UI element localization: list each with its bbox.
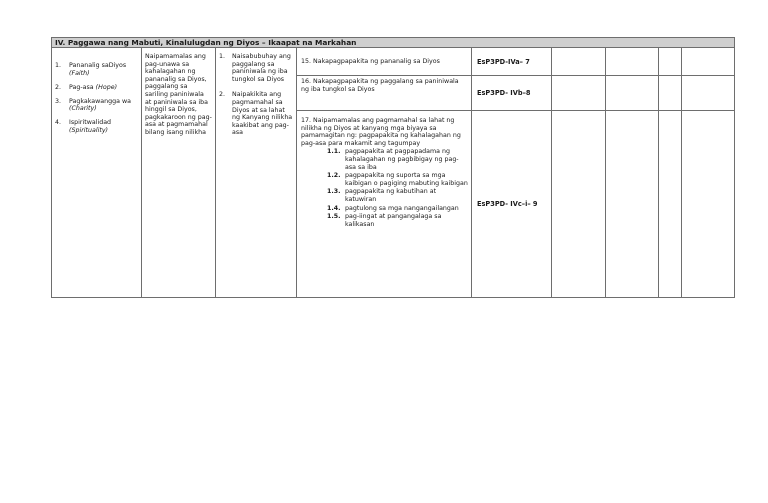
performance-item: 2. Naipakikita ang pagmamahal sa Diyos at sa lahat ng Kanyang nilikha kaakibat ang pag-asa — [219, 91, 293, 137]
empty-cell — [682, 111, 735, 298]
quarter-header: IV. Paggawa nang Mabuti, Kinalulugdan ng Diyos – Ikaapat na Markahan — [52, 38, 735, 48]
subitem: 1.5. pag-iingat at pangangalaga sa kalikasan — [327, 213, 442, 228]
curriculum-table — [51, 37, 735, 298]
code-15: EsP3PD-IVa– 7 — [472, 48, 552, 76]
empty-cell — [552, 111, 606, 298]
empty-cell — [682, 76, 735, 111]
subitem: 1.4. pagtulong sa mga nangangailangan — [327, 204, 459, 212]
empty-cell — [659, 48, 682, 76]
empty-cell — [606, 111, 659, 298]
empty-cell — [606, 48, 659, 76]
empty-cell — [606, 76, 659, 111]
performance-item: 1. Naisabubuhay ang paggalang sa paniniwala ng iba tungkol sa Diyos — [219, 53, 291, 83]
subitem: 1.2. pagpapakita ng suporta sa mga kaibigan o pagiging mabuting kaibigan — [327, 172, 468, 187]
empty-cell — [659, 111, 682, 298]
content-standard-cell: Naipamamalas ang pag-unawa sa kahalagahan ng pananalig sa Diyos, paggalang sa sariling paniniwala at paniniwala sa iba hinggil sa Diyos, pagkakaroon ng pag-asa at pagmamahal bilang isang nilikha — [142, 48, 216, 298]
curriculum-table-region — [51, 37, 734, 298]
competency-17-text: 17. Naipamamalas ang pagmamahal sa lahat ng nilikha ng Diyos at kanyang mga biyaya sa pamamagitan ng: pagpapakita ng kahalagahan ng pag-asa para makamit ang tagumpay — [301, 117, 461, 147]
values-cell — [52, 48, 142, 298]
subitem: 1.3. pagpapakita ng kabutihan at katuwiran — [327, 188, 437, 203]
value-item: 4. Ispiritwalidad (Spirituality) — [55, 119, 112, 134]
value-item: 1. Pananalig saDiyos (Faith) — [55, 62, 127, 77]
competency-17 — [297, 111, 472, 298]
performance-standard-cell — [216, 48, 297, 298]
competency-16: 16. Nakapagpapakita ng paggalang sa paniniwala ng iba tungkol sa Diyos — [297, 76, 472, 111]
empty-cell — [552, 76, 606, 111]
subitem: 1.1. pagpapakita at pagpapadama ng kahalagahan ng pagbibigay ng pag-asa sa iba — [327, 148, 459, 171]
empty-cell — [552, 48, 606, 76]
value-item: 3. Pagkakawangga wa (Charity) — [55, 97, 132, 113]
competency-15: 15. Nakapagpapakita ng pananalig sa Diyos — [297, 48, 472, 76]
value-item: 2. Pag-asa (Hope) — [55, 83, 118, 91]
code-17: EsP3PD- IVc–i– 9 — [472, 111, 552, 298]
empty-cell — [682, 48, 735, 76]
code-16: EsP3PD- IVb–8 — [472, 76, 552, 111]
empty-cell — [659, 76, 682, 111]
